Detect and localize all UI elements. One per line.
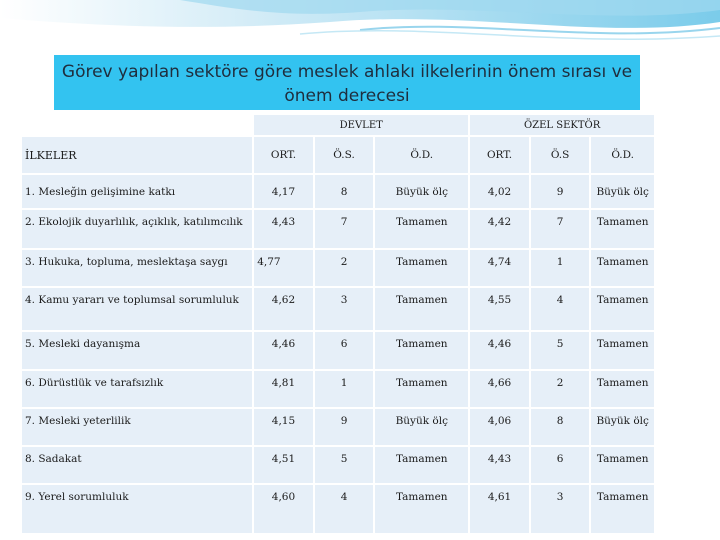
devlet-ort-header: ORT.: [254, 137, 313, 173]
ozel-ort: 4,61: [470, 485, 529, 533]
ozel-ort: 4,42: [470, 210, 529, 248]
devlet-os: 8: [315, 175, 374, 208]
table-row: [22, 288, 654, 330]
devlet-ort: 4,17: [254, 175, 313, 208]
devlet-os: 7: [315, 210, 374, 248]
ozel-os: 1: [531, 250, 590, 286]
devlet-od: Tamamen: [375, 447, 468, 483]
ozel-od: Tamamen: [591, 485, 654, 533]
principle-name: 3. Hukuka, topluma, meslektaşa saygı: [22, 250, 252, 286]
ozel-ort: 4,46: [470, 332, 529, 369]
devlet-ort: 4,43: [254, 210, 313, 248]
ozel-od: Büyük ölç: [591, 175, 654, 208]
table-row: [22, 447, 654, 483]
devlet-ort: 4,15: [254, 409, 313, 445]
sub-header-row: [22, 137, 654, 173]
slide-title-line1: Görev yapılan sektöre göre meslek ahlakı ilkelerinin önem sırası ve: [61, 62, 633, 82]
table-row: [22, 371, 654, 407]
devlet-os: 1: [315, 371, 374, 407]
principle-name: 4. Kamu yararı ve toplumsal sorumluluk: [22, 288, 252, 330]
table-row: [22, 250, 654, 286]
devlet-od: Tamamen: [375, 250, 468, 286]
devlet-od: Tamamen: [375, 371, 468, 407]
ozel-od: Tamamen: [591, 447, 654, 483]
ozel-os: 7: [531, 210, 590, 248]
ozel-sektor-header: ÖZEL SEKTÖR: [470, 115, 654, 135]
devlet-ort: 4,81: [254, 371, 313, 407]
ozel-ort: 4,06: [470, 409, 529, 445]
group-header-row: [22, 115, 654, 135]
devlet-ort: 4,51: [254, 447, 313, 483]
devlet-os: 6: [315, 332, 374, 369]
ozel-od: Tamamen: [591, 288, 654, 330]
ozel-os: 9: [531, 175, 590, 208]
ozel-ort: 4,66: [470, 371, 529, 407]
ozel-od: Tamamen: [591, 371, 654, 407]
ozel-od: Tamamen: [591, 332, 654, 369]
table-row: [22, 175, 654, 208]
table-row: [22, 332, 654, 369]
ilkeler-header: İLKELER: [22, 137, 252, 173]
slide-title-line2: önem derecesi: [284, 86, 410, 106]
devlet-header: DEVLET: [254, 115, 468, 135]
devlet-ort: 4,77: [254, 250, 313, 286]
principle-name: 6. Dürüstlük ve tarafsızlık: [22, 371, 252, 407]
devlet-od: Tamamen: [375, 288, 468, 330]
devlet-od-header: Ö.D.: [375, 137, 468, 173]
ozel-os: 8: [531, 409, 590, 445]
table-row: [22, 210, 654, 248]
ozel-od: Tamamen: [591, 250, 654, 286]
principle-name: 1. Mesleğin gelişimine katkı: [22, 175, 252, 208]
devlet-os: 9: [315, 409, 374, 445]
ozel-ort: 4,55: [470, 288, 529, 330]
principle-name: 9. Yerel sorumluluk: [22, 485, 252, 533]
ethics-table: [20, 113, 656, 535]
ozel-ort: 4,02: [470, 175, 529, 208]
ozel-os: 5: [531, 332, 590, 369]
devlet-ort: 4,62: [254, 288, 313, 330]
devlet-os: 3: [315, 288, 374, 330]
ozel-os-header: Ö.S: [531, 137, 590, 173]
ozel-ort: 4,43: [470, 447, 529, 483]
blank-cell: [22, 115, 252, 135]
ozel-os: 2: [531, 371, 590, 407]
devlet-os-header: Ö.S.: [315, 137, 374, 173]
slide-title: [54, 55, 640, 110]
ozel-ort: 4,74: [470, 250, 529, 286]
devlet-os: 5: [315, 447, 374, 483]
principle-name: 5. Mesleki dayanışma: [22, 332, 252, 369]
ozel-os: 4: [531, 288, 590, 330]
table-row: [22, 485, 654, 533]
devlet-od: Tamamen: [375, 332, 468, 369]
ozel-os: 3: [531, 485, 590, 533]
principle-name: 8. Sadakat: [22, 447, 252, 483]
devlet-ort: 4,60: [254, 485, 313, 533]
ozel-od: Büyük ölç: [591, 409, 654, 445]
ozel-od: Tamamen: [591, 210, 654, 248]
ozel-ort-header: ORT.: [470, 137, 529, 173]
principle-name: 7. Mesleki yeterlilik: [22, 409, 252, 445]
devlet-od: Tamamen: [375, 485, 468, 533]
devlet-od: Tamamen: [375, 210, 468, 248]
principle-name: 2. Ekolojik duyarlılık, açıklık, katılımcılık: [22, 210, 252, 248]
ozel-od-header: Ö.D.: [591, 137, 654, 173]
devlet-os: 4: [315, 485, 374, 533]
devlet-ort: 4,46: [254, 332, 313, 369]
devlet-od: Büyük ölç: [375, 409, 468, 445]
table-row: [22, 409, 654, 445]
devlet-os: 2: [315, 250, 374, 286]
ozel-os: 6: [531, 447, 590, 483]
devlet-od: Büyük ölç: [375, 175, 468, 208]
